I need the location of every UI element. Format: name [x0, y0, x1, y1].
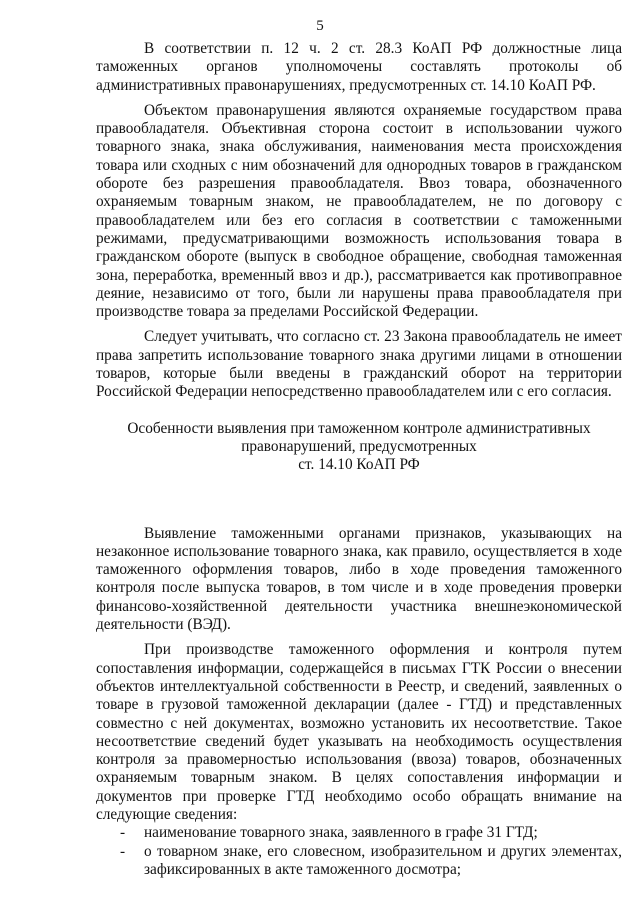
- page-number: 5: [316, 18, 324, 34]
- list-item: [96, 824, 622, 842]
- paragraph-object: Объектом правонарушения являются охраняемые государством права правообладателя. Объективная сторона состоит в использовании чужого товарного знака, знака обслуживания, наименования места происхождения товара или сходных с ним обозначений для однородных товаров в гражданском обороте без разрешения правообладателя. Ввоз товара, обозначенного охраняемым товарным знаком, не правообладателем, не по договору с правообладателем или без его согласия в соответствии с таможенными режимами, предусматривающими возможность использования товара в гражданском обороте (выпуск в свободное обращение, свободная таможенная зона, переработка, временный ввоз и др.), рассматривается как противоправное деяние, независимо от того, были ли нарушены права правообладателя при производстве товара за пределами Российской Федерации.: [96, 101, 622, 321]
- heading-line-3: ст. 14.10 КоАП РФ: [298, 456, 420, 474]
- list-item: [96, 843, 622, 880]
- list-item-text: наименование товарного знака, заявленного в графе 31 ГТД;: [144, 824, 538, 842]
- heading-line-1: Особенности выявления при таможенном контроле административных: [127, 419, 591, 437]
- paragraph-detection: Выявление таможенными органами признаков, указывающих на незаконное использование товарного знака, как правило, осуществляется в ходе таможенного оформления товаров, либо в ходе проведения таможенного контроля после выпуска товаров, в том числе и в ходе проведения проверки финансово-хозяйственной деятельности участника внешнеэкономической деятельности (ВЭД).: [96, 524, 622, 634]
- paragraph-consent: Следует учитывать, что согласно ст. 23 Закона правообладатель не имеет права запретить использование товарного знака другими лицами в отношении товаров, которые были введены в гражданский оборот на территории Российской Федерации непосредственно правообладателем или с его согласия.: [96, 328, 622, 401]
- list-dash: -: [120, 842, 126, 860]
- list-item-text: о товарном знаке, его словесном, изобразительном и других элементах, зафиксированных в акте таможенного досмотра;: [144, 842, 622, 878]
- heading-line-2: правонарушений, предусмотренных: [241, 437, 477, 455]
- paragraph-authority: В соответствии п. 12 ч. 2 ст. 28.3 КоАП РФ должностные лица таможенных органов уполномочены составлять протоколы об административных правонарушениях, предусмотренных ст. 14.10 КоАП РФ.: [96, 40, 622, 94]
- info-list: [96, 824, 622, 879]
- document-body: [96, 40, 622, 879]
- paragraph-comparison: При производстве таможенного оформления и контроля путем сопоставления информации, содержащейся в письмах ГТК России о внесении объектов интеллектуальной собственности в Реестр, и сведений, заявленных о товаре в грузовой таможенной декларации (далее - ГТД) и представленных совместно с ней документах, возможно установить их несоответствие. Такое несоответствие сведений будет указывать на необходимость осуществления контроля за правомерностью использования (ввоза) товаров, обозначенных охраняемым товарным знаком. В целях сопоставления информации и документов при проверке ГТД необходимо особо обращать внимание на следующие сведения:: [96, 641, 622, 823]
- list-dash: -: [120, 824, 126, 842]
- section-heading: [96, 420, 622, 475]
